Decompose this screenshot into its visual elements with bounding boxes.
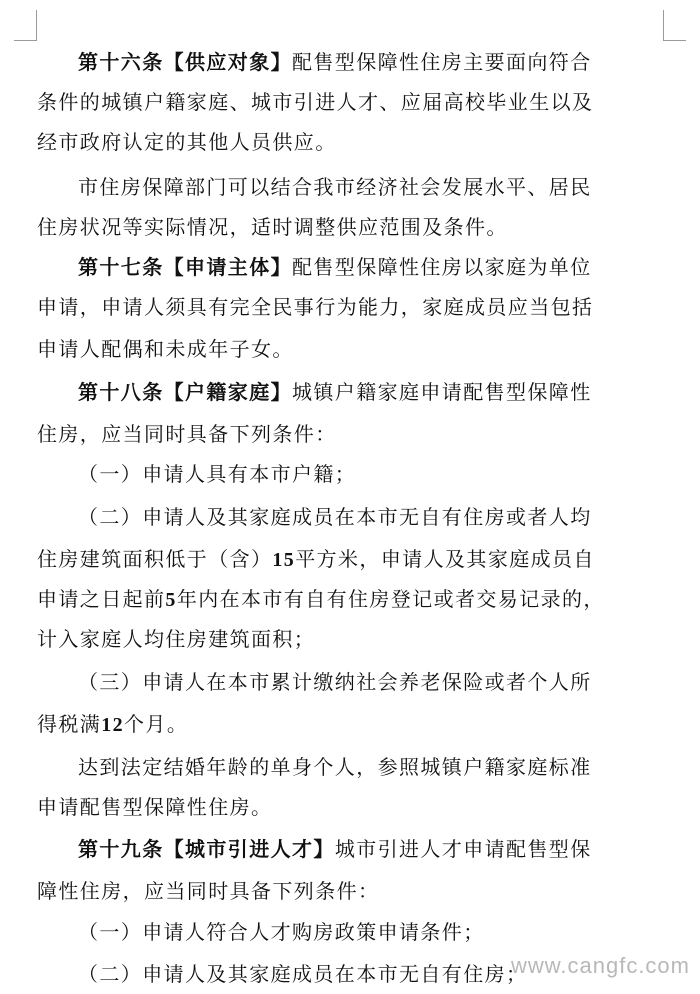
text-segment: 平方米，申请人及其家庭成员自 — [295, 547, 595, 571]
article-17-heading: 第十七条【申请主体】 — [78, 255, 292, 279]
text-segment: 个月。 — [124, 712, 189, 736]
article-16-heading: 第十六条【供应对象】 — [78, 50, 292, 74]
article-19-text: 城市引进人才申请配售型保 — [334, 837, 592, 861]
article-19-line-2: 障性住房，应当同时具备下列条件： — [37, 879, 380, 903]
text-segment: 得税满 — [37, 712, 102, 736]
article-19-item-2: （二）申请人及其家庭成员在本市无自有住房； — [78, 962, 528, 986]
article-18-line-2: 住房，应当同时具备下列条件： — [37, 422, 337, 446]
article-16-text: 配售型保障性住房主要面向符合 — [292, 50, 592, 74]
article-18-item-2-line-1: （二）申请人及其家庭成员在本市无自有住房或者人均 — [78, 505, 592, 529]
article-19-heading: 第十九条【城市引进人才】 — [78, 837, 335, 861]
article-18-item-3-line-2 — [37, 704, 188, 744]
months-number: 12 — [101, 714, 125, 736]
article-16-line-3: 经市政府认定的其他人员供应。 — [37, 130, 337, 154]
text-segment: 年内在本市有自有住房登记或者交易记录的， — [176, 587, 605, 611]
text-segment: 住房建筑面积低于（含） — [37, 547, 273, 571]
page-corner-mark-top-right — [663, 10, 686, 41]
page-corner-mark-top-left — [14, 10, 37, 41]
article-19-line-1 — [78, 829, 592, 869]
article-18-item-2-line-4: 计入家庭人均住房建筑面积； — [37, 627, 316, 651]
article-18-heading: 第十八条【户籍家庭】 — [78, 380, 292, 404]
article-16-line-2: 条件的城镇户籍家庭、城市引进人才、应届高校毕业生以及 — [37, 90, 594, 114]
area-number: 15 — [272, 549, 296, 571]
text-segment: 申请之日起前 — [37, 587, 166, 611]
article-18-paragraph-2-line-1: 达到法定结婚年龄的单身个人，参照城镇户籍家庭标准 — [78, 755, 592, 779]
article-16-paragraph-2-line-2: 住房状况等实际情况，适时调整供应范围及条件。 — [37, 215, 508, 239]
article-18-item-2-line-3 — [37, 579, 605, 619]
years-number: 5 — [165, 589, 177, 611]
article-18-text: 城镇户籍家庭申请配售型保障性 — [292, 380, 592, 404]
article-18-paragraph-2-line-2: 申请配售型保障性住房。 — [37, 795, 273, 819]
article-17-text: 配售型保障性住房以家庭为单位 — [292, 255, 592, 279]
article-18-item-3-line-1: （三）申请人在本市累计缴纳社会养老保险或者个人所 — [78, 670, 592, 694]
article-18-line-1 — [78, 372, 592, 412]
article-17-line-1 — [78, 247, 592, 287]
site-watermark: www.cangfc.com — [510, 953, 690, 978]
article-17-line-3: 申请人配偶和未成年子女。 — [37, 337, 294, 361]
article-18-item-2-line-2 — [37, 539, 595, 579]
article-16-paragraph-2-line-1: 市住房保障部门可以结合我市经济社会发展水平、居民 — [78, 175, 592, 199]
article-16-line-1 — [78, 42, 592, 82]
article-17-line-2: 申请，申请人须具有完全民事行为能力，家庭成员应当包括 — [37, 295, 594, 319]
article-18-item-1: （一）申请人具有本市户籍； — [78, 462, 357, 486]
article-19-item-1: （一）申请人符合人才购房政策申请条件； — [78, 920, 485, 944]
